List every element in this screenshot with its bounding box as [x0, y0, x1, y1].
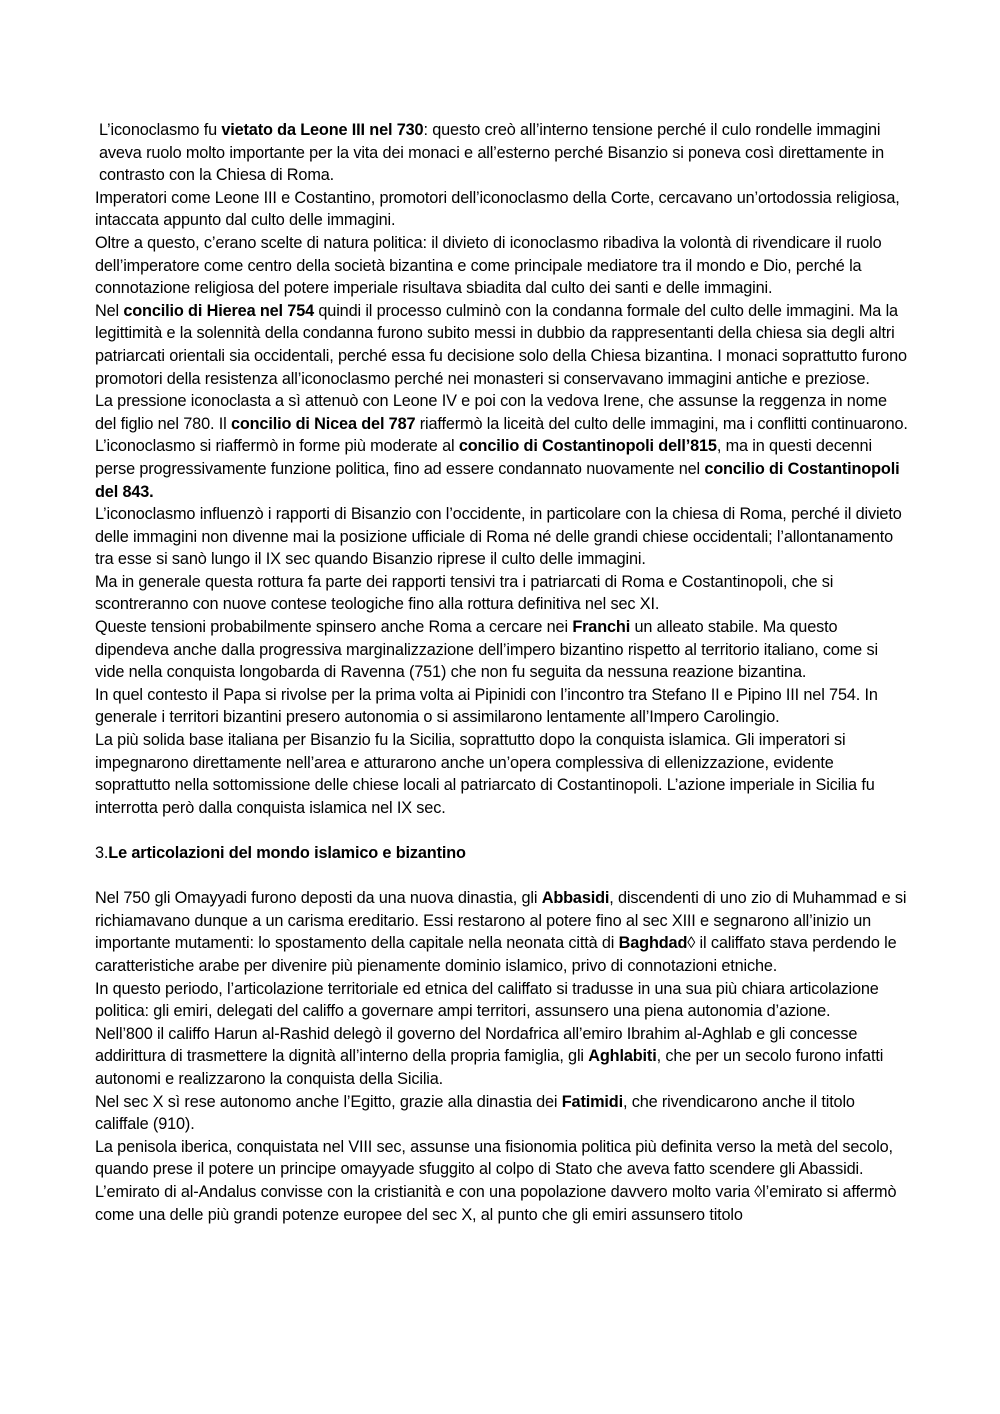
bold-text-run: concilio di Nicea del 787: [230, 414, 416, 433]
document-body: [95, 119, 910, 1226]
text-run: La penisola iberica, conquistata nel VIII sec, assunse una fisionomia politica più definita verso la metà del secolo, quando prese il potere un principe omayyade sfuggito al colpo di Stato che aveva fatto scendere gli Abassidi.: [95, 1137, 893, 1179]
paragraph-emiri: [95, 978, 910, 1023]
text-run: , che rivendicarono anche il titolo califfale (910).: [95, 1092, 855, 1134]
bold-text-run: Aghlabiti: [588, 1047, 657, 1066]
paragraph-rottura: [95, 571, 910, 616]
paragraph-sicilia: [95, 729, 910, 819]
text-run: Ma in generale questa rottura fa parte dei rapporti tensivi tra i patriarcati di Roma e Costantinopoli, che si scontreranno con nuove contese teologiche fino alla rottura definitiva nel sec XI.: [95, 572, 834, 614]
section-number: 3.: [95, 844, 109, 862]
bold-text-run: Baghdad: [618, 934, 688, 953]
text-run: un alleato stabile. Ma questo dipendeva anche dalla progressiva marginalizzazione dell’impero bizantino rispetto al territorio italiano, come si vide nella conquista longobarda di Ravenna (751) che non fu seguita da nessuna reazione bizantina.: [95, 618, 878, 682]
text-run: quindi il processo culminò con la condanna formale del culto delle immagini. Ma la legittimità e la solennità della condanna furono subito messi in dubbio da rappresentanti della chiesa sia degli altri patriarcati orientali sia occidentali, perché essa fu decisione solo della Chiesa bizantina. I monaci soprattutto furono promotori della resistenza all’iconoclasmo perché nei monasteri si conservavano immagini antiche e preziose.: [95, 301, 907, 388]
text-run: In questo periodo, l’articolazione territoriale ed etnica del califfato si tradusse in una sua più chiara articolazione politica: gli emiri, delegati del califfo a governare ampi territori, assunsero una piena autonomia d’azione.: [95, 979, 879, 1021]
text-run: La più solida base italiana per Bisanzio fu la Sicilia, soprattutto dopo la conquista islamica. Gli imperatori si impegnarono direttamente nell’area e atturarono anche un’opera complessiva di ellenizzazione, evidente soprattutto nella sottomissione delle chiese locali al patriarcato di Costantinopoli. L’azione imperiale in Sicilia fu interrotta però dalla conquista islamica nel IX sec.: [95, 731, 875, 817]
text-run: L’iconoclasmo influenzò i rapporti di Bisanzio con l’occidente, in particolare con la chiesa di Roma, perché il divieto delle immagini non divenne mai la posizione ufficiale di Roma né delle grandi chiese occidentali; l’allontanamento tra esse si sanò lungo il IX sec quando Bisanzio riprese il culto delle immagini.: [95, 505, 902, 569]
paragraph-pressione-iconoclasta: [95, 390, 910, 503]
paragraph-abbasidi: [95, 887, 910, 977]
text-run: ◊ il califfato stava perdendo le caratteristiche arabe per divenire più pienamente dominio islamico, privo di connotazioni etniche.: [95, 934, 897, 975]
paragraph-scelte-politiche: [95, 232, 910, 300]
text-run: , che per un secolo furono infatti autonomi e realizzarono la conquista della Sicilia.: [95, 1047, 884, 1088]
bold-text-run: Franchi: [572, 618, 631, 637]
bold-text-run: concilio di Costantinopoli dell’815: [458, 437, 717, 456]
text-run: Oltre a questo, c’erano scelte di natura politica: il divieto di iconoclasmo ribadiva la volontà di rivendicare il ruolo dell’imperatore come centro della società bizantina e come principale mediatore tra il mondo e Dio, perché la connotazione religiosa del potere imperiale risultava sbiadita dal culto dei santi e delle immagini.: [95, 233, 882, 298]
section-title: Le articolazioni del mondo islamico e bizantino: [108, 844, 466, 862]
bold-text-run: concilio di Costantinopoli del 843.: [95, 459, 900, 501]
text-run: , discendenti di uno zio di Muhammad e si richiamavano dunque a un carisma ereditario. Essi restarono al potere fino al sec XIII e segnarono all’inizio un importante mutamenti: lo spostamento della capitale nella neonata città di: [95, 889, 907, 953]
paragraph-imperatori: [95, 187, 910, 232]
bold-text-run: vietato da Leone III nel 730: [221, 121, 424, 139]
text-run: Imperatori come Leone III e Costantino, promotori dell’iconoclasmo della Corte, cercavano un’ortodossia religiosa, intaccata appunto dal culto delle immagini.: [95, 188, 900, 230]
section-heading: [95, 842, 910, 865]
text-run: Nel sec X sì rese autonomo anche l’Egitto, grazie alla dinastia dei: [95, 1092, 562, 1111]
text-run: : questo creò all’interno tensione perché il culo rondelle immagini aveva ruolo molto importante per la vita dei monaci e all’esterno perché Bisanzio si poneva così direttamente in contrasto con la Chiesa di Roma.: [99, 121, 885, 185]
paragraph-al-andalus: [95, 1181, 910, 1226]
paragraph-rapporti-occidente: [95, 503, 910, 571]
paragraph-concilio-hierea: [95, 300, 910, 390]
text-run: L’emirato di al-Andalus convisse con la cristianità e con una popolazione davvero molto varia ◊l’emirato si affermò come una delle più grandi potenze europee del sec X, al punto che gli emiri assunsero titolo: [95, 1182, 897, 1224]
paragraph-iconoclasmo-divieto: [95, 119, 910, 187]
text-run: Queste tensioni probabilmente spinsero anche Roma a cercare nei: [95, 618, 573, 637]
text-run: riaffermò la liceità del culto delle immagini, ma i conflitti continuarono. L’iconoclasmo si riaffermò in forme più moderate al: [95, 414, 908, 456]
text-run: Nel 750 gli Omayyadi furono deposti da una nuova dinastia, gli: [95, 889, 542, 908]
paragraph-spacer: [95, 865, 910, 888]
paragraph-spacer: [95, 819, 910, 842]
paragraph-franchi: [95, 616, 910, 684]
text-run: In quel contesto il Papa si rivolse per la prima volta ai Pipinidi con l’incontro tra Stefano II e Pipino III nel 754. In generale i territori bizantini presero autonomia o si assimilarono lentamente all’Impero Carolingio.: [95, 685, 878, 727]
paragraph-pipinidi: [95, 684, 910, 729]
text-run: La pressione iconoclasta a sì attenuò con Leone IV e poi con la vedova Irene, che assunse la reggenza in nome del figlio nel 780. Il: [95, 392, 887, 433]
text-run: , ma in questi decenni perse progressivamente funzione politica, fino ad essere condannato nuovamente nel: [95, 437, 872, 478]
text-run: Nel: [95, 301, 124, 320]
bold-text-run: Fatimidi: [561, 1092, 623, 1111]
paragraph-fatimidi: [95, 1091, 910, 1136]
text-run: Nell’800 il califfo Harun al-Rashid delegò il governo del Nordafrica all’emiro Ibrahim al-Aghlab e gli concesse addirittura di trasmettere la dignità all’interno della propria famiglia, gli: [95, 1024, 858, 1066]
bold-text-run: Abbasidi: [541, 889, 610, 908]
text-run: L’iconoclasmo fu: [99, 121, 222, 139]
paragraph-aghlabiti: [95, 1023, 910, 1091]
bold-text-run: concilio di Hierea nel 754: [123, 301, 315, 320]
paragraph-penisola-iberica: [95, 1136, 910, 1181]
